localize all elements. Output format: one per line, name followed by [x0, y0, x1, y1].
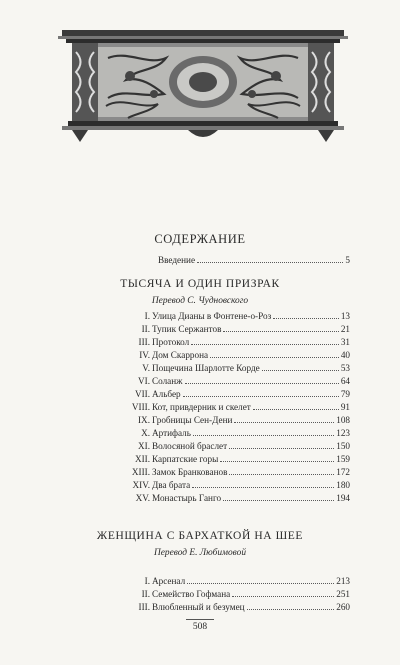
dot-leader: [223, 492, 334, 501]
toc-entry-title: Тупик Сержантов: [152, 324, 222, 334]
toc-entry-page: 260: [336, 602, 350, 612]
toc-row[interactable]: [100, 440, 350, 452]
dot-leader: [197, 254, 343, 263]
dot-leader: [247, 601, 335, 610]
toc-entry-title: Семейство Гофмана: [152, 589, 231, 599]
page-number: 508: [186, 619, 214, 632]
chapter-number: V.: [142, 363, 150, 373]
chapter-number: I.: [144, 311, 150, 321]
dot-leader: [232, 588, 334, 597]
toc-entry-title: Влюбленный и безумец: [152, 602, 245, 612]
chapter-number: X.: [141, 428, 150, 438]
dot-leader: [229, 466, 334, 475]
dot-leader: [185, 375, 339, 384]
toc-entry-title: Волосяной браслет: [152, 441, 228, 451]
toc-entry-title: Пощечина Шарлотте Корде: [152, 363, 260, 373]
dot-leader: [234, 414, 334, 423]
toc-row[interactable]: [100, 601, 350, 613]
dot-leader: [191, 336, 339, 345]
toc-entry-title: Замок Бранкованов: [152, 467, 228, 477]
dot-leader: [183, 388, 339, 397]
toc-entry-page: 5: [345, 255, 350, 265]
chapter-number: III.: [138, 602, 150, 612]
toc-row[interactable]: [100, 401, 350, 413]
contents-heading: СОДЕРЖАНИЕ: [154, 232, 246, 246]
dot-leader: [187, 575, 334, 584]
toc-row[interactable]: [100, 375, 350, 387]
toc-entry-page: 79: [340, 389, 350, 399]
toc-entry-title: Монастырь Ганго: [152, 493, 222, 503]
part-title: ЖЕНЩИНА С БАРХАТКОЙ НА ШЕЕ: [96, 530, 304, 542]
toc-entry-title: Альбер: [152, 389, 181, 399]
chapter-number: IX.: [138, 415, 150, 425]
dot-leader: [193, 427, 334, 436]
dot-leader: [210, 349, 339, 358]
toc-entry-page: 64: [340, 376, 350, 386]
toc-intro-row[interactable]: [158, 254, 350, 266]
toc-entry-title: Соланж: [152, 376, 183, 386]
chapter-number: VI.: [138, 376, 150, 386]
translator-credit: Перевод Е. Любимовой: [153, 548, 247, 558]
toc-entry-page: 159: [336, 454, 350, 464]
dot-leader: [262, 362, 339, 371]
toc-entry-page: 172: [336, 467, 350, 477]
chapter-number: VIII.: [131, 402, 150, 412]
toc-row[interactable]: [100, 588, 350, 600]
chapter-number: XI.: [138, 441, 150, 451]
toc-entry-title: Протокол: [152, 337, 190, 347]
toc-entry-title: Два брата: [152, 480, 191, 490]
toc-entry-page: 40: [340, 350, 350, 360]
toc-row[interactable]: [100, 323, 350, 335]
chapter-number: IV.: [139, 350, 150, 360]
chapter-number: I.: [144, 576, 150, 586]
toc-row[interactable]: [100, 362, 350, 374]
dot-leader: [192, 479, 334, 488]
toc-row[interactable]: [100, 349, 350, 361]
toc-entry-title: Улица Дианы в Фонтене-о-Роз: [152, 311, 272, 321]
toc-row[interactable]: [100, 414, 350, 426]
translator-credit: Перевод С. Чудновского: [151, 296, 249, 306]
toc-row[interactable]: [100, 453, 350, 465]
toc-entry-page: 194: [336, 493, 350, 503]
toc-row[interactable]: [100, 492, 350, 504]
chapter-number: XIV.: [132, 480, 150, 490]
chapter-number: II.: [141, 589, 150, 599]
toc-entry-page: 31: [340, 337, 350, 347]
toc-entry-title: Артифаль: [152, 428, 191, 438]
toc-row[interactable]: [100, 427, 350, 439]
dot-leader: [220, 453, 334, 462]
toc-entry-page: 91: [340, 402, 350, 412]
baroque-cartouche-icon: [58, 28, 348, 146]
toc-entry-title: Гробницы Сен-Дени: [152, 415, 233, 425]
chapter-number: III.: [138, 337, 150, 347]
toc-entry-page: 13: [340, 311, 350, 321]
toc-entry-title: Дом Скаррона: [152, 350, 209, 360]
toc-row[interactable]: [100, 575, 350, 587]
dot-leader: [253, 401, 339, 410]
toc-row[interactable]: [100, 466, 350, 478]
dot-leader: [229, 440, 334, 449]
toc-entry-title: Введение: [158, 255, 196, 265]
toc-row[interactable]: [100, 336, 350, 348]
chapter-number: II.: [141, 324, 150, 334]
toc-entry-title: Арсенал: [152, 576, 186, 586]
part-title: ТЫСЯЧА И ОДИН ПРИЗРАК: [120, 278, 280, 290]
toc-row[interactable]: [100, 479, 350, 491]
toc-entry-page: 150: [336, 441, 350, 451]
chapter-number: XII.: [134, 454, 150, 464]
toc-entry-title: Кот, привдерник и скелет: [152, 402, 251, 412]
dot-leader: [223, 323, 338, 332]
chapter-number: XIII.: [131, 467, 150, 477]
chapter-number: XV.: [135, 493, 150, 503]
toc-entry-page: 108: [336, 415, 350, 425]
toc-entry-page: 21: [340, 324, 350, 334]
dot-leader: [273, 310, 339, 319]
toc-entry-page: 53: [340, 363, 350, 373]
toc-entry-page: 251: [336, 589, 350, 599]
toc-entry-page: 123: [336, 428, 350, 438]
toc-entry-page: 213: [336, 576, 350, 586]
toc-entry-page: 180: [336, 480, 350, 490]
chapter-number: VII.: [134, 389, 150, 399]
toc-row[interactable]: [100, 388, 350, 400]
toc-row[interactable]: [100, 310, 350, 322]
toc-entry-title: Карпатские горы: [152, 454, 219, 464]
